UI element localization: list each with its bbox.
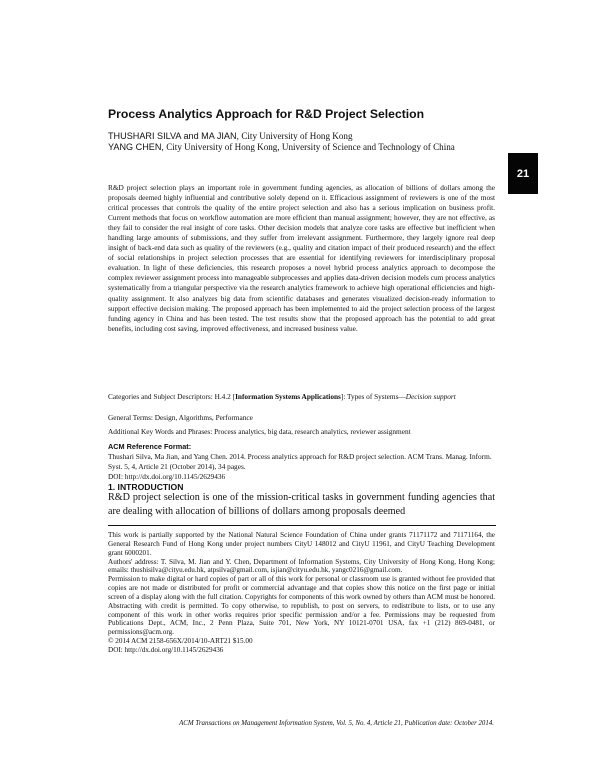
author-affiliation-2: City University of Hong Kong, University of Science and Technology of China (166, 142, 455, 152)
general-terms: General Terms: Design, Algorithms, Performance (108, 413, 253, 422)
ccs-italic: Decision support (405, 392, 456, 401)
article-number-tab: 21 (508, 153, 538, 194)
acm-reference-heading: ACM Reference Format: (108, 442, 192, 451)
author-names-1: THUSHARI SILVA and MA JIAN, (108, 131, 240, 141)
footnote-funding: This work is partially supported by the National Natural Science Foundation of China under grants 71171172 and 71171164, the General Research Fund of Hong Kong under project numbers CityU 148012 and CityU 11961, and CityU Teaching Development grant 6000201. (108, 531, 495, 557)
author-affiliation-1: City University of Hong Kong (241, 131, 353, 141)
footnote-permissions: Permission to make digital or hard copies of part or all of this work for personal or classroom use is granted without fee provided that copies are not made or distributed for profit or commercial advantage and that copies show this notice on the first page or initial screen of a display along with the full citation. Copyrights for components of this work owned by others than ACM must be honored. Abstracting with credit is permitted. To copy otherwise, to republish, to post on servers, to redistribute to lists, or to use any component of this work in other works requires prior specific permission and/or a fee. Permissions may be requested from Publications Dept., ACM, Inc., 2 Penn Plaza, Suite 701, New York, NY 10121-0701 USA, fax +1 (212) 869-0481, or permissions@acm.org. (108, 575, 495, 637)
page-footer: ACM Transactions on Management Information System, Vol. 5, No. 4, Article 21, Publication date: October 2014. (179, 720, 494, 727)
footnotes (108, 531, 495, 655)
footnote-address: Authors' address: T. Silva, M. Jian and Y. Chen, Department of Information Systems, City University of Hong Kong, Hong Kong; emails: thushisilva@cityu.edu.hk, atpsilva@gmail.com, isjian@cityu.edu.hk, yangc0216@gmail.com. (108, 557, 495, 575)
acm-reference-citation: Thushari Silva, Ma Jian, and Yang Chen. 2014. Process analytics approach for R&D project selection. ACM Trans. Manag. Inform. Syst. 5, 4, Article 21 (October 2014), 34 pages. (108, 452, 492, 472)
acm-reference (108, 442, 495, 482)
keywords: Additional Key Words and Phrases: Process analytics, big data, research analytics, reviewer assignment (108, 427, 411, 436)
footnote-divider (108, 525, 496, 526)
footnote-doi: DOI: http://dx.doi.org/10.1145/2629436 (108, 645, 224, 654)
ccs-bold: Information Systems Applications (235, 392, 341, 401)
author-line-2 (108, 142, 528, 153)
ccs-concepts (108, 392, 495, 402)
section-heading-introduction: 1. INTRODUCTION (108, 482, 184, 492)
author-line-1 (108, 131, 528, 142)
ccs-mid: ]: Types of Systems— (340, 392, 406, 401)
introduction-body: R&D project selection is one of the mission-critical tasks in government funding agencies that are dealing with allocation of billions of dollars among proposals deemed (108, 492, 495, 517)
abstract: R&D project selection plays an important role in government funding agencies, as allocation of billions of dollars among the proposals deemed highly influential and contributive solely depend on it. Efficacious assignment of reviewers is one of the most critical processes that controls the quality of the entire project selection and also has a serious implication on business profit. Current methods that focus on workflow automation are more efficient than manual assignment; however, they are not effective, as they fail to consider the real insight of core tasks. Other decision models that analyze core tasks are effective but inefficient when handling large amounts of submissions, and they suffer from irrelevant assignment. Furthermore, they largely ignore real deep insight of back-end data such as quality of the reviewers (e.g., quality and citation impact of their produced research) and the effect of social relationships in project selection processes that are essential for identifying reviewers for interdisciplinary proposal evaluation. In light of these deficiencies, this research proposes a novel hybrid process analytics approach to decompose the complex reviewer assignment process into manageable subprocesses and applies data-driven decision models cum process analytics systematically from a triangular perspective via the research analytics framework to achieve high operational efficiencies and high-quality assignment. It also analyzes big data from scientific databases and generates visualized decision-ready information to support effective decision making. The proposed approach has been implemented to aid the project selection process of the largest funding agency in China and has been tested. The test results show that the proposed approach has the potential to add great benefits, including cost saving, improved effectiveness, and increased business value. (108, 183, 495, 333)
footnote-copyright: © 2014 ACM 2158-656X/2014/10-ART21 $15.00 (108, 637, 253, 646)
acm-reference-doi: DOI: http://dx.doi.org/10.1145/2629436 (108, 472, 226, 482)
author-names-2: YANG CHEN, (108, 142, 164, 152)
ccs-prefix: Categories and Subject Descriptors: H.4.2 [ (108, 392, 236, 401)
paper-title: Process Analytics Approach for R&D Project Selection (108, 107, 425, 121)
